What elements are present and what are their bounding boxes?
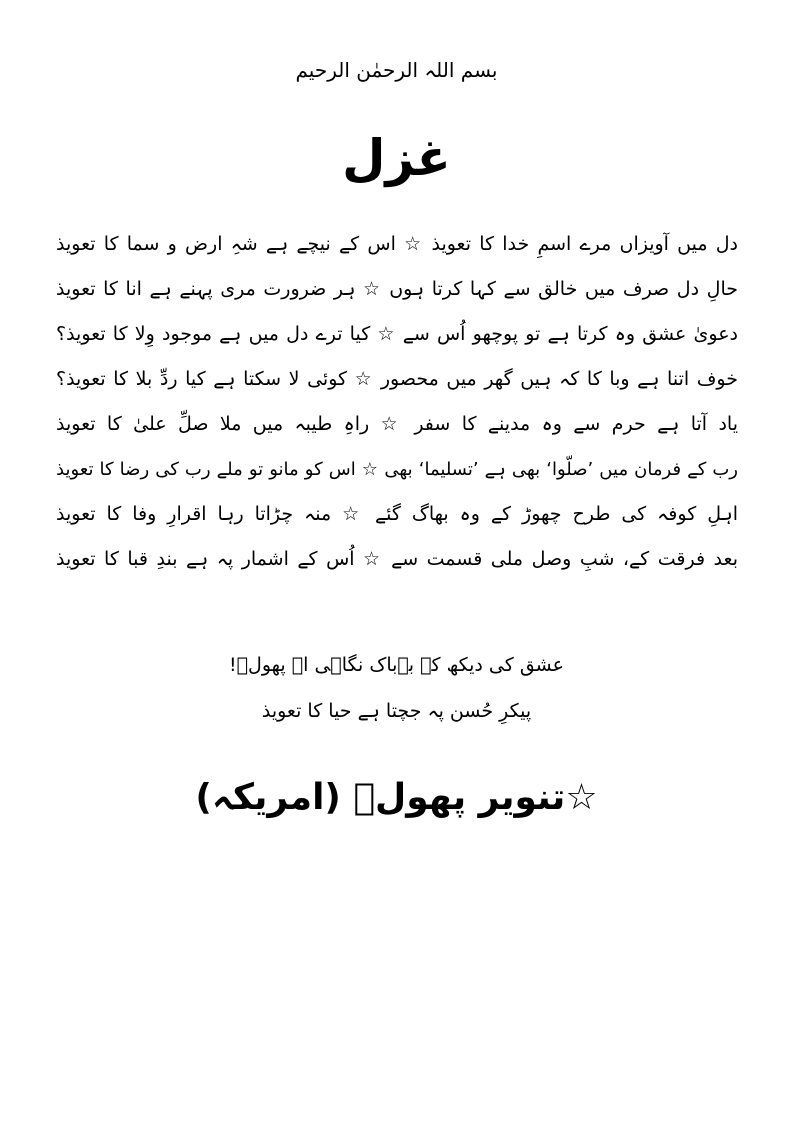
page-title: غزل bbox=[342, 129, 451, 187]
verse-line: رب کے فرمان میں ’صلّوا‘ بھی ہے ’تسلیما‘ بھی ☆ اس کو مانو تو ملے رب کی رضا کا تعویذ bbox=[56, 459, 738, 480]
verse-line: یاد آتا ہے حرم سے وہ مدینے کا سفر ☆ راہِ طیبہ میں ملا صلِّ علیٰ کا تعویذ bbox=[56, 413, 738, 435]
poet-signature: ☆تنویر پھولؔ (امریکہ) bbox=[195, 777, 598, 818]
bismillah-heading: بسم اللہ الرحمٰن الرحیم bbox=[295, 58, 498, 82]
verse-line: دل میں آویزاں مرے اسمِ خدا کا تعویذ ☆ اس کے نیچے ہے شہِ ارض و سما کا تعویذ bbox=[56, 233, 738, 255]
verse-line: اہلِ کوفہ کی طرح چھوڑ کے وہ بھاگ گئے ☆ منہ چڑاتا رہا اقرارِ وفا کا تعویذ bbox=[56, 503, 738, 525]
verse-line: بعد فرقت کے، شبِ وصل ملی قسمت سے ☆ اُس کے اشمار پہ ہے بندِ قبا کا تعویذ bbox=[56, 548, 738, 570]
closing-couplet bbox=[0, 642, 793, 734]
verse-line: حالِ دل صرف میں خالق سے کہا کرتا ہوں ☆ ہر ضرورت مری پہنے ہے انا کا تعویذ bbox=[56, 278, 738, 300]
closing-line: عشق کی دیکھ کے بےباک نگاہی اے پھولؔ! bbox=[229, 654, 564, 676]
verse-line: دعویٰ عشق وہ کرتا ہے تو پوچھو اُس سے ☆ کیا ترے دل میں ہے موجود وِلا کا تعویذ؟ bbox=[56, 323, 738, 345]
verse-line: خوف اتنا ہے وبا کا کہ ہیں گھر میں محصور ☆ کوئی لا سکتا ہے کیا ردِّ بلا کا تعویذ؟ bbox=[56, 368, 738, 390]
closing-line: پیکرِ حُسن پہ جچتا ہے حیا کا تعویذ bbox=[261, 700, 532, 722]
ghazal-verses bbox=[56, 222, 738, 582]
